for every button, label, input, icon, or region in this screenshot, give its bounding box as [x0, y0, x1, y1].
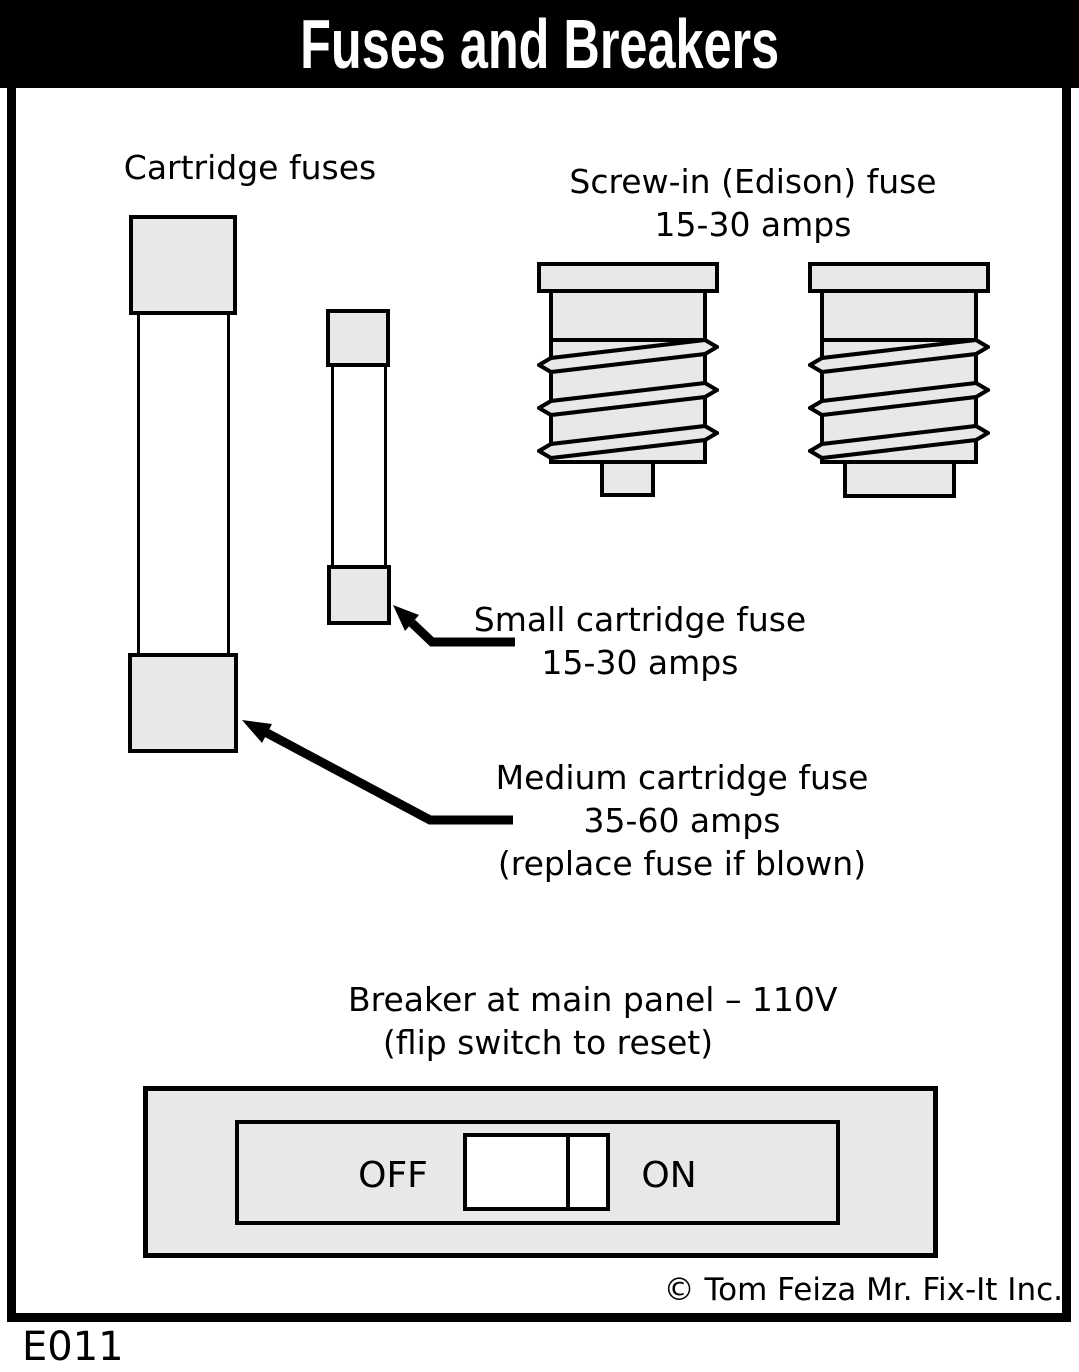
title-bar [0, 0, 1079, 88]
page-title: Fuses and Breakers [299, 5, 780, 83]
screw-bottom-contact [845, 462, 954, 496]
screw-in-fuse-label-line2: 15-30 amps [654, 205, 852, 244]
cartridge-fuses-label: Cartridge fuses [123, 148, 377, 187]
screw-in-fuse-label-line1: Screw-in (Edison) fuse [569, 162, 937, 201]
frame-border-bottom [7, 1313, 1071, 1322]
medium-cartridge-fuse-label [482, 756, 882, 885]
breaker-switch-toggle [463, 1133, 610, 1211]
small-cartridge-fuse-top-cap [326, 309, 390, 367]
small-cartridge-fuse-label-line1: Small cartridge fuse [473, 600, 807, 639]
medium-cartridge-fuse-label-line2: 35-60 amps [583, 801, 781, 840]
small-fuse-arrowhead [393, 605, 419, 631]
frame-border-right [1062, 88, 1071, 1322]
plate-code: E011 [22, 1324, 124, 1370]
large-cartridge-fuse-top-cap [129, 215, 237, 315]
screw-in-fuse-right-illustration [808, 262, 990, 500]
copyright-text: © Tom Feiza Mr. Fix-It Inc. [663, 1272, 1063, 1308]
small-cartridge-fuse-tube [331, 362, 387, 570]
small-cartridge-fuse-label [440, 598, 840, 684]
screw-top-cap [539, 264, 717, 291]
breaker-label [348, 978, 838, 1064]
large-cartridge-fuse-bottom-cap [128, 653, 238, 753]
screw-in-fuse-label [553, 160, 953, 246]
medium-cartridge-fuse-label-line1: Medium cartridge fuse [495, 758, 869, 797]
breaker-label-line1: Breaker at main panel – 110V [348, 980, 838, 1019]
screw-bottom-contact [602, 462, 653, 495]
medium-fuse-arrowhead [242, 720, 272, 743]
small-cartridge-fuse-label-line2: 15-30 amps [541, 643, 739, 682]
screw-top-cap [810, 264, 988, 291]
medium-fuse-arrow [267, 733, 513, 820]
medium-cartridge-fuse-label-line3: (replace fuse if blown) [497, 844, 867, 883]
screw-neck [551, 291, 705, 340]
small-cartridge-fuse-bottom-cap [327, 565, 391, 625]
breaker-switch-divider [566, 1137, 570, 1207]
large-cartridge-fuse-tube [137, 310, 230, 656]
screw-in-fuse-left-illustration [537, 262, 719, 498]
breaker-label-line2: (flip switch to reset) [382, 1023, 714, 1062]
breaker-on-label: ON [641, 1155, 697, 1196]
breaker-off-label: OFF [358, 1155, 428, 1196]
frame-border-left [7, 88, 16, 1322]
screw-neck [822, 291, 976, 340]
